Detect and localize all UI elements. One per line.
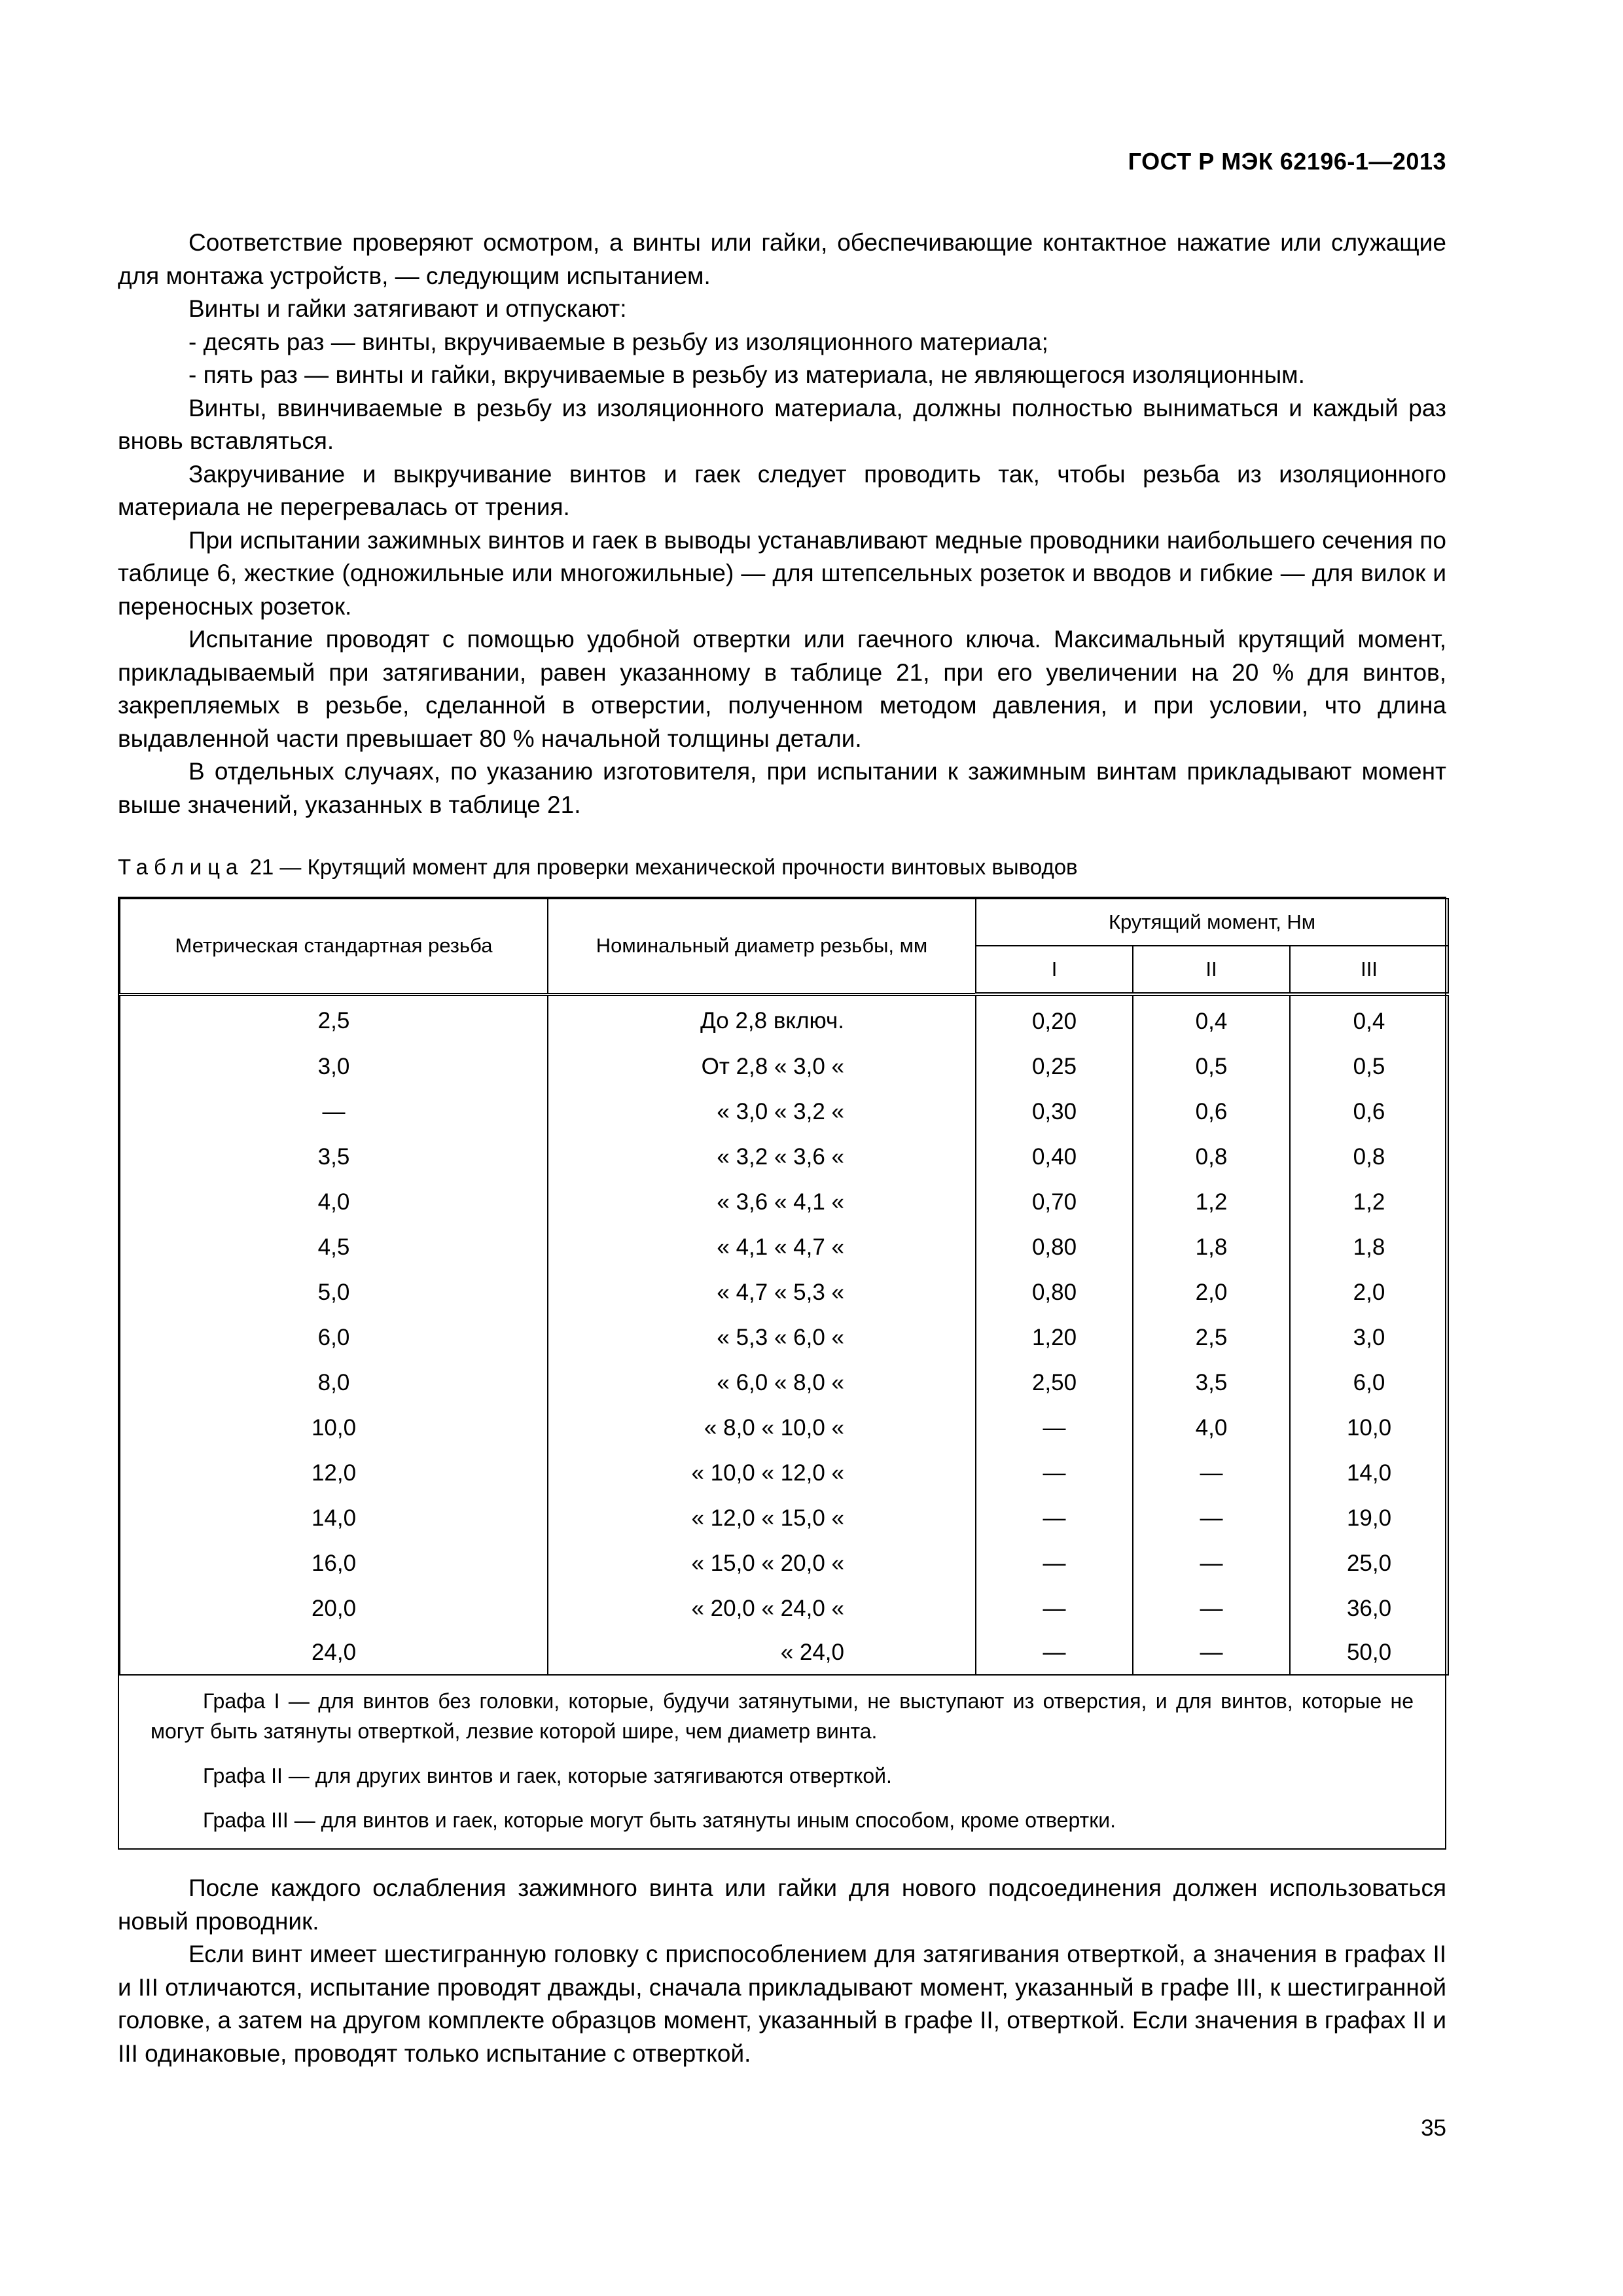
cell-diameter: « 3,0 « 3,2 « [548, 1089, 976, 1134]
body-top-paragraph: Закручивание и выкручивание винтов и гаек следует проводить так, чтобы резьба из изоляционного материала не перегревалась от трения. [118, 460, 1446, 520]
table-row [120, 1179, 1448, 1225]
cell-torque-i: — [976, 1496, 1133, 1541]
table-notes [119, 1676, 1445, 1855]
cell-torque-i: 0,80 [976, 1270, 1133, 1315]
header-col-iii: III [1290, 946, 1448, 994]
torque-table-body [120, 994, 1448, 1675]
table-row [120, 1089, 1448, 1134]
cell-torque-iii: 0,6 [1290, 1089, 1448, 1134]
cell-diameter: « 6,0 « 8,0 « [548, 1360, 976, 1405]
cell-torque-i: 0,40 [976, 1134, 1133, 1179]
cell-torque-ii: — [1133, 1496, 1290, 1541]
table-row [120, 1360, 1448, 1405]
table-row [120, 1270, 1448, 1315]
cell-torque-i: 0,25 [976, 1044, 1133, 1089]
cell-torque-i: — [976, 1450, 1133, 1496]
body-top-paragraph: - десять раз — винты, вкручиваемые в резьбу из изоляционного материала; [188, 328, 1048, 355]
cell-torque-iii: 0,8 [1290, 1134, 1448, 1179]
cell-torque-iii: 1,8 [1290, 1225, 1448, 1270]
cell-diameter: « 12,0 « 15,0 « [548, 1496, 976, 1541]
cell-diameter: « 5,3 « 6,0 « [548, 1315, 976, 1360]
cell-torque-ii: 0,5 [1133, 1044, 1290, 1089]
cell-diameter: От 2,8 « 3,0 « [548, 1044, 976, 1089]
header-col-i: I [976, 946, 1133, 994]
table-caption-label: Таблица [118, 855, 244, 879]
cell-torque-i: — [976, 1586, 1133, 1631]
cell-thread: 8,0 [120, 1360, 548, 1405]
header-torque: Крутящий момент, Нм [976, 899, 1448, 946]
cell-diameter: « 3,2 « 3,6 « [548, 1134, 976, 1179]
body-top-paragraph: - пять раз — винты и гайки, вкручиваемые в резьбу из материала, не являющегося изоляционным. [188, 361, 1305, 388]
cell-torque-ii: 4,0 [1133, 1405, 1290, 1450]
cell-diameter: « 8,0 « 10,0 « [548, 1405, 976, 1450]
body-top-paragraph: Винты, ввинчиваемые в резьбу из изоляционного материала, должны полностью выниматься и каждый раз вновь вставляться. [118, 394, 1446, 454]
cell-torque-ii: 1,8 [1133, 1225, 1290, 1270]
cell-torque-iii: 0,4 [1290, 994, 1448, 1044]
cell-torque-ii: — [1133, 1541, 1290, 1586]
cell-torque-i: — [976, 1405, 1133, 1450]
cell-torque-iii: 6,0 [1290, 1360, 1448, 1405]
cell-thread: 5,0 [120, 1270, 548, 1315]
cell-thread: 10,0 [120, 1405, 548, 1450]
cell-thread: 3,0 [120, 1044, 548, 1089]
table-caption-text: 21 — Крутящий момент для проверки механической прочности винтовых выводов [249, 855, 1078, 879]
cell-torque-i: 0,20 [976, 994, 1133, 1044]
cell-torque-ii: 1,2 [1133, 1179, 1290, 1225]
cell-torque-ii: 0,8 [1133, 1134, 1290, 1179]
cell-torque-ii: 0,4 [1133, 994, 1290, 1044]
torque-table-frame [118, 897, 1446, 1850]
cell-thread: 2,5 [120, 994, 548, 1044]
cell-torque-ii: 0,6 [1133, 1089, 1290, 1134]
table-row [120, 1405, 1448, 1450]
torque-table [119, 898, 1449, 1676]
cell-thread: 4,0 [120, 1179, 548, 1225]
cell-torque-ii: 2,5 [1133, 1315, 1290, 1360]
cell-thread: — [120, 1089, 548, 1134]
cell-torque-ii: — [1133, 1586, 1290, 1631]
body-text-bottom [118, 1872, 1446, 2070]
cell-diameter: « 10,0 « 12,0 « [548, 1450, 976, 1496]
cell-torque-iii: 14,0 [1290, 1450, 1448, 1496]
table-caption [118, 855, 1078, 880]
cell-thread: 12,0 [120, 1450, 548, 1496]
cell-torque-iii: 1,2 [1290, 1179, 1448, 1225]
cell-thread: 3,5 [120, 1134, 548, 1179]
table-note: Графа I — для винтов без головки, которые, будучи затянутыми, не выступают из отверстия, и для винтов, которые не могут быть затянуты отверткой, лезвие которой шире, чем диаметр винта. [151, 1689, 1414, 1743]
cell-torque-i: 2,50 [976, 1360, 1133, 1405]
body-top-paragraph: Соответствие проверяют осмотром, а винты или гайки, обеспечивающие контактное нажатие или служащие для монтажа устройств, — следующим испытанием. [118, 229, 1446, 289]
cell-torque-ii: 3,5 [1133, 1360, 1290, 1405]
page-number: 35 [1421, 2115, 1446, 2141]
table-row [120, 1450, 1448, 1496]
cell-torque-i: 0,80 [976, 1225, 1133, 1270]
table-row [120, 1496, 1448, 1541]
cell-torque-iii: 0,5 [1290, 1044, 1448, 1089]
cell-torque-iii: 2,0 [1290, 1270, 1448, 1315]
cell-torque-ii: — [1133, 1450, 1290, 1496]
cell-torque-i: 1,20 [976, 1315, 1133, 1360]
cell-diameter: « 15,0 « 20,0 « [548, 1541, 976, 1586]
table-row [120, 1631, 1448, 1675]
body-top-paragraph: При испытании зажимных винтов и гаек в выводы устанавливают медные проводники наибольшего сечения по таблице 6, жесткие (одножильные или многожильные) — для штепсельных розеток и вводов и гибкие — для вилок и переносных розеток. [118, 526, 1446, 620]
cell-torque-iii: 10,0 [1290, 1405, 1448, 1450]
cell-diameter: « 4,1 « 4,7 « [548, 1225, 976, 1270]
body-bottom-paragraph: После каждого ослабления зажимного винта или гайки для нового подсоединения должен использоваться новый проводник. [118, 1874, 1446, 1935]
header-thread: Метрическая стандартная резьба [120, 899, 548, 994]
body-top-paragraph: Испытание проводят с помощью удобной отвертки или гаечного ключа. Максимальный крутящий момент, прикладываемый при затягивании, равен указанному в таблице 21, при его увеличении на 20 % для винтов, закрепляемых в резьбе, сделанной в отверстии, полученном методом давления, и при условии, что длина выдавленной части превышает 80 % начальной толщины детали. [118, 626, 1446, 752]
cell-thread: 24,0 [120, 1631, 548, 1675]
cell-diameter: « 4,7 « 5,3 « [548, 1270, 976, 1315]
cell-torque-ii: — [1133, 1631, 1290, 1675]
table-note: Графа III — для винтов и гаек, которые могут быть затянуты иным способом, кроме отвертки. [203, 1808, 1116, 1832]
cell-diameter: До 2,8 включ. [548, 994, 976, 1044]
table-note: Графа II — для других винтов и гаек, которые затягиваются отверткой. [203, 1764, 892, 1787]
table-row [120, 1541, 1448, 1586]
cell-torque-iii: 25,0 [1290, 1541, 1448, 1586]
cell-torque-iii: 3,0 [1290, 1315, 1448, 1360]
cell-torque-iii: 19,0 [1290, 1496, 1448, 1541]
table-row [120, 1225, 1448, 1270]
cell-thread: 16,0 [120, 1541, 548, 1586]
table-row [120, 1044, 1448, 1089]
cell-thread: 14,0 [120, 1496, 548, 1541]
cell-torque-i: 0,70 [976, 1179, 1133, 1225]
body-bottom-paragraph: Если винт имеет шестигранную головку с приспособлением для затягивания отверткой, а значения в графах II и III отличаются, испытание проводят дважды, сначала прикладывают момент, указанный в графе III, к шестигранной головке, а затем на другом комплекте образцов момент, указанный в графе II, отверткой. Если значения в графах II и III одинаковые, проводят только испытание с отверткой. [118, 1941, 1446, 2067]
header-col-ii: II [1133, 946, 1290, 994]
cell-diameter: « 24,0 [548, 1631, 976, 1675]
cell-torque-iii: 36,0 [1290, 1586, 1448, 1631]
cell-torque-i: — [976, 1541, 1133, 1586]
cell-torque-i: 0,30 [976, 1089, 1133, 1134]
header-diameter: Номинальный диаметр резьбы, мм [548, 899, 976, 994]
body-text-top [118, 226, 1446, 821]
body-top-paragraph: В отдельных случаях, по указанию изготовителя, при испытании к зажимным винтам прикладывают момент выше значений, указанных в таблице 21. [118, 758, 1446, 818]
cell-torque-i: — [976, 1631, 1133, 1675]
document-header-code: ГОСТ Р МЭК 62196-1—2013 [1128, 148, 1446, 175]
cell-thread: 6,0 [120, 1315, 548, 1360]
cell-torque-iii: 50,0 [1290, 1631, 1448, 1675]
table-row [120, 1134, 1448, 1179]
table-row [120, 994, 1448, 1044]
cell-diameter: « 3,6 « 4,1 « [548, 1179, 976, 1225]
body-top-paragraph: Винты и гайки затягивают и отпускают: [188, 295, 627, 322]
table-row [120, 1315, 1448, 1360]
cell-thread: 20,0 [120, 1586, 548, 1631]
cell-thread: 4,5 [120, 1225, 548, 1270]
cell-diameter: « 20,0 « 24,0 « [548, 1586, 976, 1631]
table-row [120, 1586, 1448, 1631]
cell-torque-ii: 2,0 [1133, 1270, 1290, 1315]
